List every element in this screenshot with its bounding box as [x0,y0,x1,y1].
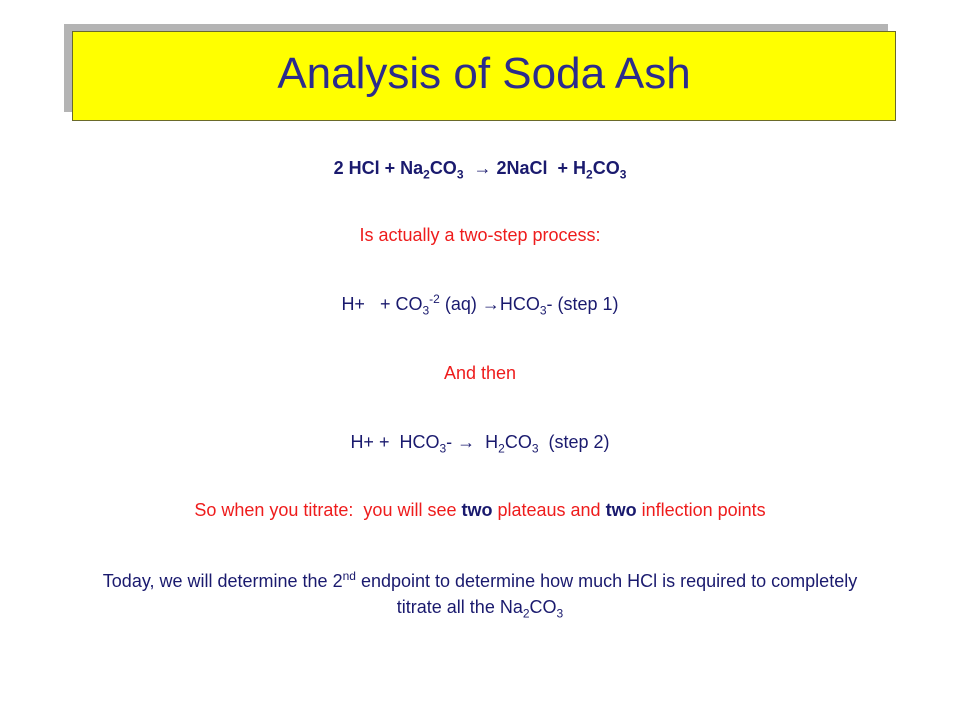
titrate-text: So when you titrate: you will see two plateaus and two inflection points [194,500,766,520]
slide-title: Analysis of Soda Ash [277,49,691,98]
today-paragraph: Today, we will determine the 2nd endpoint to determine how much HCl is required to completely titrate all the $Na_2CO_3$ [102,569,858,621]
title-box [72,31,896,121]
main-equation: 2 HCl + $Na_2CO_3$ → 2NaCl + $H_2CO_3$ [333,158,627,182]
step1-equation: $H+ + CO_3^{-2}$ $(aq) \to HCO_3-$ (step 1) [341,292,619,318]
and-then-text: And then [443,363,517,383]
two-step-text: Is actually a two-step process: [359,225,601,245]
step2-equation: $H+ + HCO_3- \to H_2CO_3$ (step 2) [350,432,610,456]
